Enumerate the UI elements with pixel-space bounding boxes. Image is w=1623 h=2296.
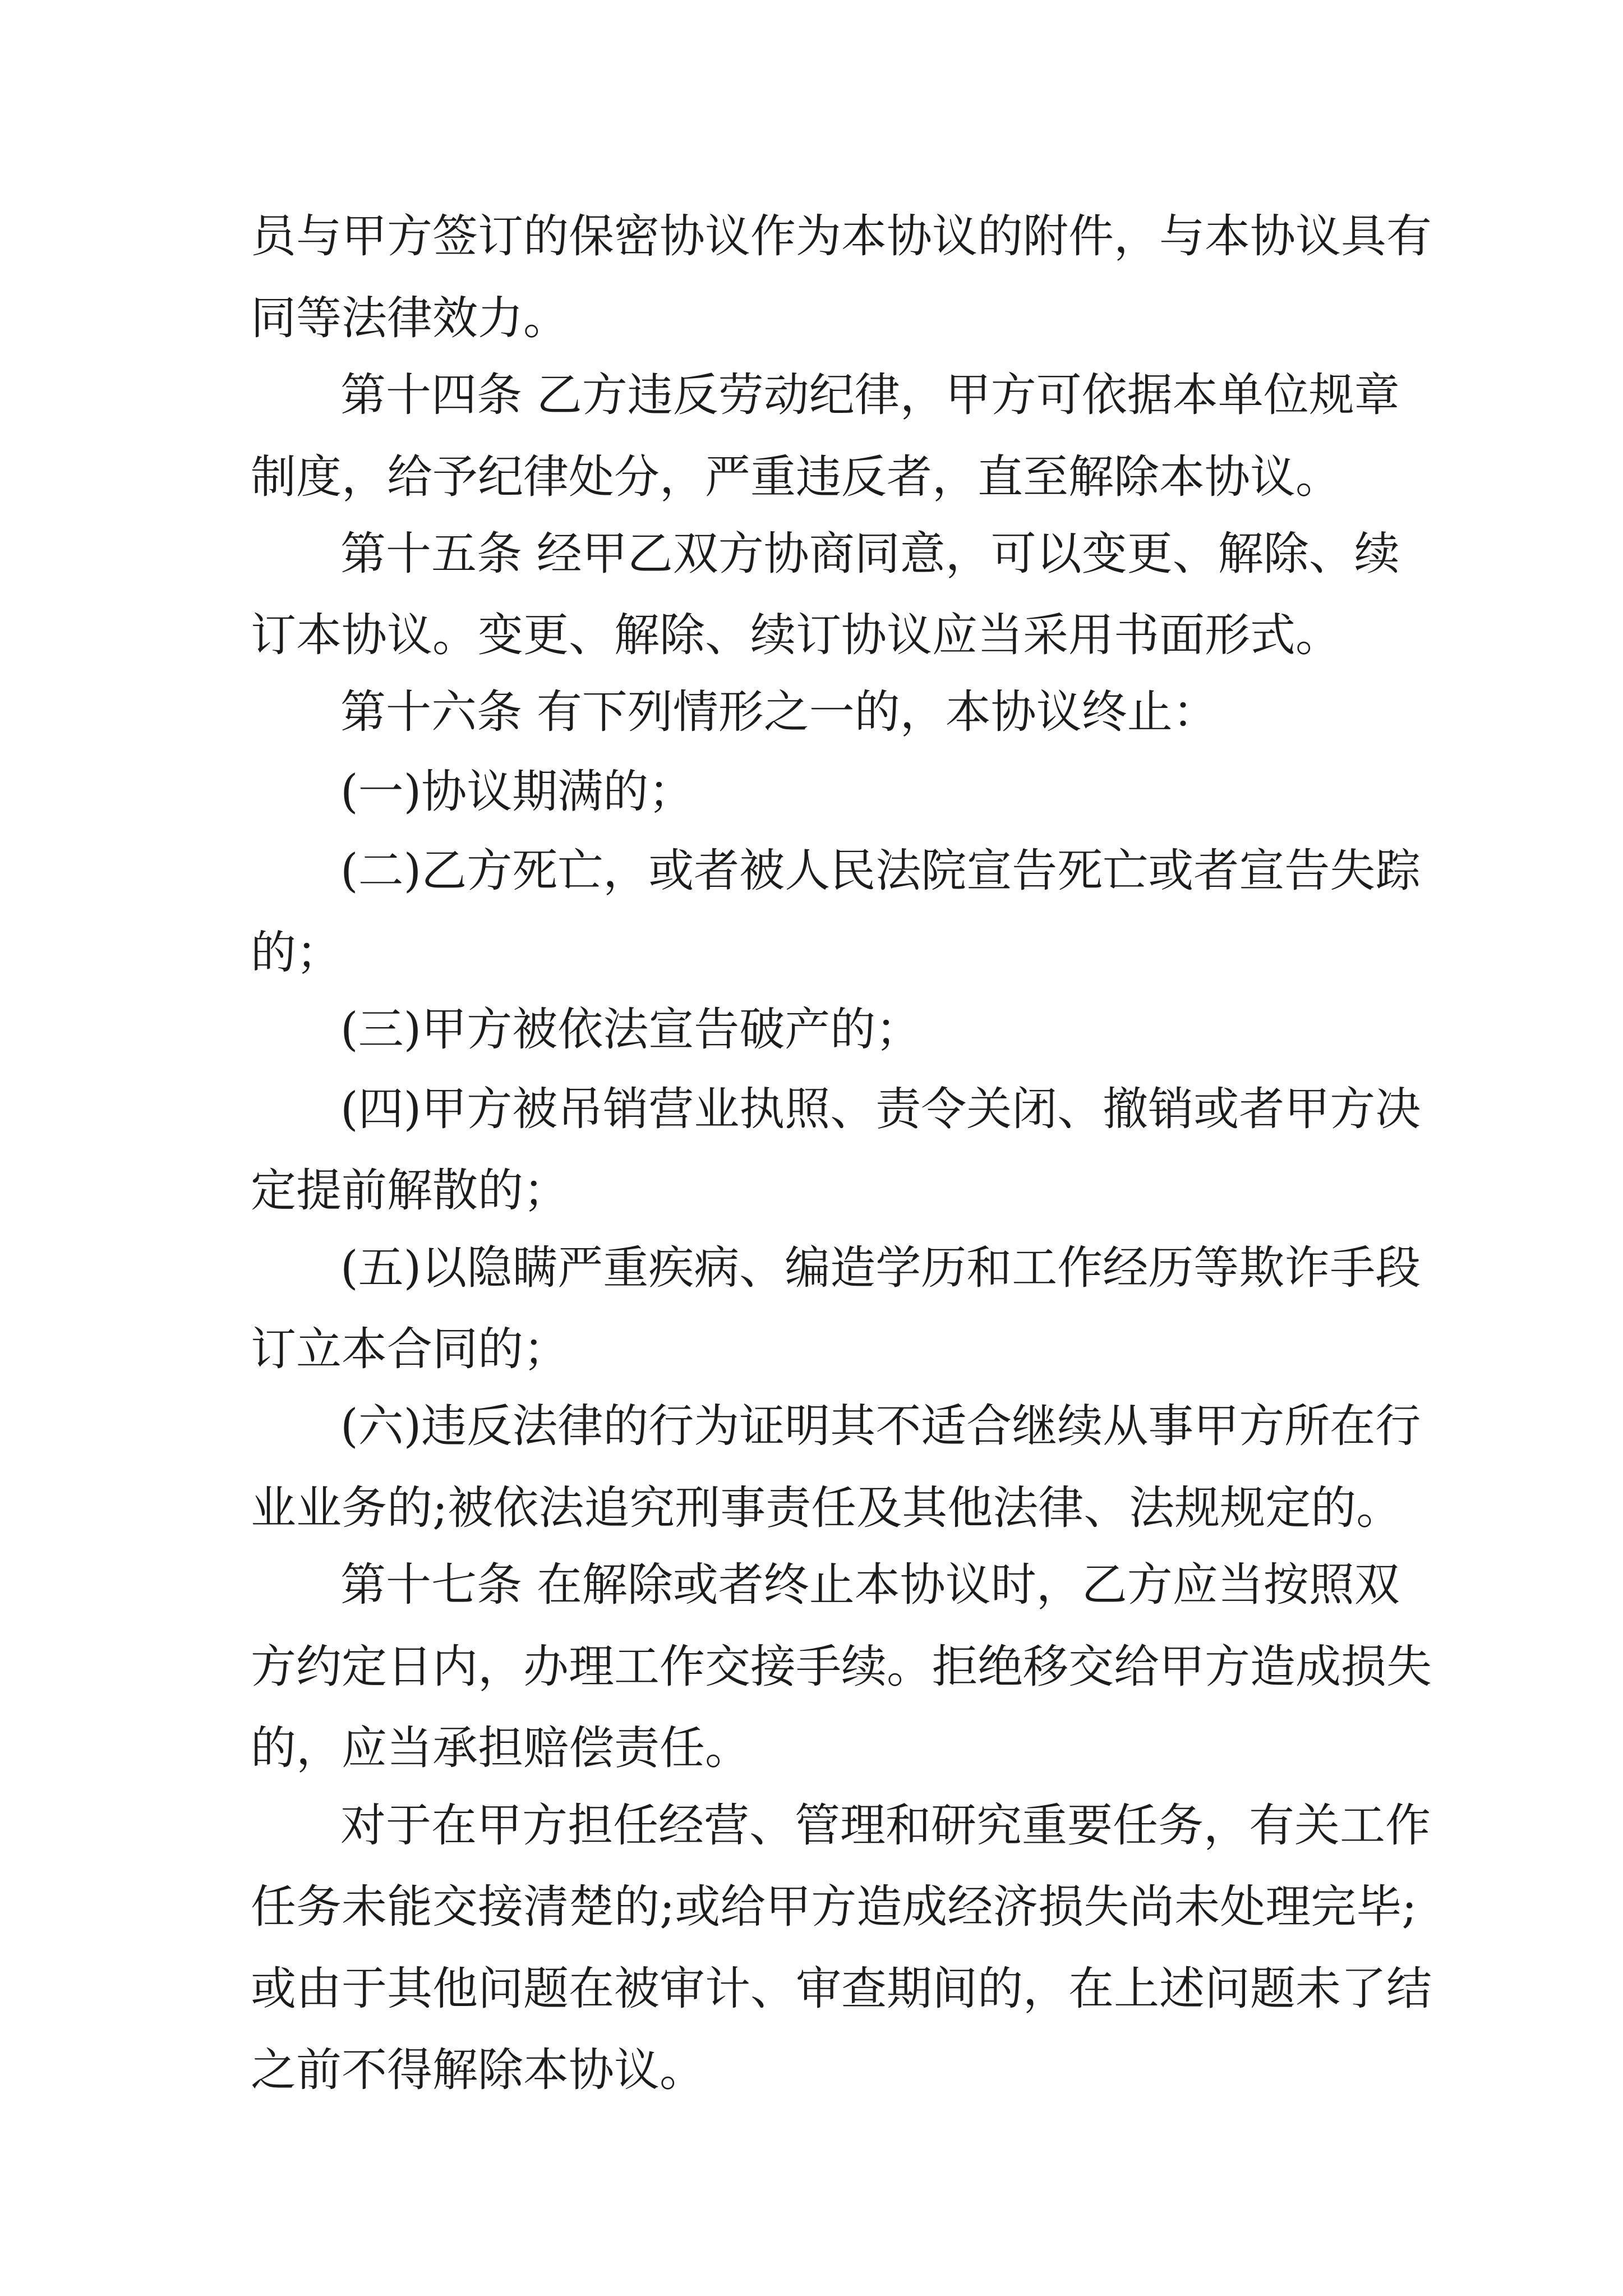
list-item-4: (四)甲方被吊销营业执照、责令关闭、撤销或者甲方决 (340, 1083, 1421, 1136)
text-line: 同等法律效力。 (251, 292, 569, 345)
text-line: 订立本合同的； (251, 1323, 569, 1376)
article-15-heading-line: 第十五条 经甲乙双方协商同意，可以变更、解除、续 (340, 528, 1400, 581)
text-line: 或由于其他问题在被审计、审查期间的，在上述问题未了结 (251, 1963, 1432, 2016)
text-line: 订本协议。变更、解除、续订协议应当采用书面形式。 (251, 609, 1341, 662)
text-line: 方约定日内，办理工作交接手续。拒绝移交给甲方造成损失 (251, 1641, 1432, 1694)
text-line: 的，应当承担赔偿责任。 (251, 1722, 751, 1775)
list-item-2: (二)乙方死亡，或者被人民法院宣告死亡或者宣告失踪 (340, 845, 1421, 898)
paragraph-start-line: 对于在甲方担任经营、管理和研究重要任务，有关工作 (340, 1800, 1431, 1852)
article-17-heading-line: 第十七条 在解除或者终止本协议时，乙方应当按照双 (340, 1559, 1400, 1612)
text-line: 制度，给予纪律处分，严重违反者，直至解除本协议。 (251, 451, 1341, 504)
list-item-6: (六)违反法律的行为证明其不适合继续从事甲方所在行 (340, 1400, 1421, 1453)
list-item-3: (三)甲方被依法宣告破产的； (340, 1004, 921, 1056)
text-line: 业业务的;被依法追究刑事责任及其他法律、法规规定的。 (251, 1482, 1402, 1535)
text-line: 的； (251, 927, 342, 979)
text-line: 员与甲方签订的保密协议作为本协议的附件，与本协议具有 (251, 210, 1432, 263)
text-line: 之前不得解除本协议。 (251, 2044, 706, 2097)
article-16-heading-line: 第十六条 有下列情形之一的，本协议终止： (340, 686, 1218, 739)
text-line: 任务未能交接清楚的;或给甲方造成经济损失尚未处理完毕; (251, 1881, 1417, 1934)
list-item-1: (一)协议期满的； (340, 766, 694, 818)
text-line: 定提前解散的； (251, 1165, 569, 1217)
article-14-heading-line: 第十四条 乙方违反劳动纪律，甲方可依据本单位规章 (340, 369, 1400, 422)
list-item-5: (五)以隐瞒严重疾病、编造学历和工作经历等欺诈手段 (340, 1242, 1421, 1295)
